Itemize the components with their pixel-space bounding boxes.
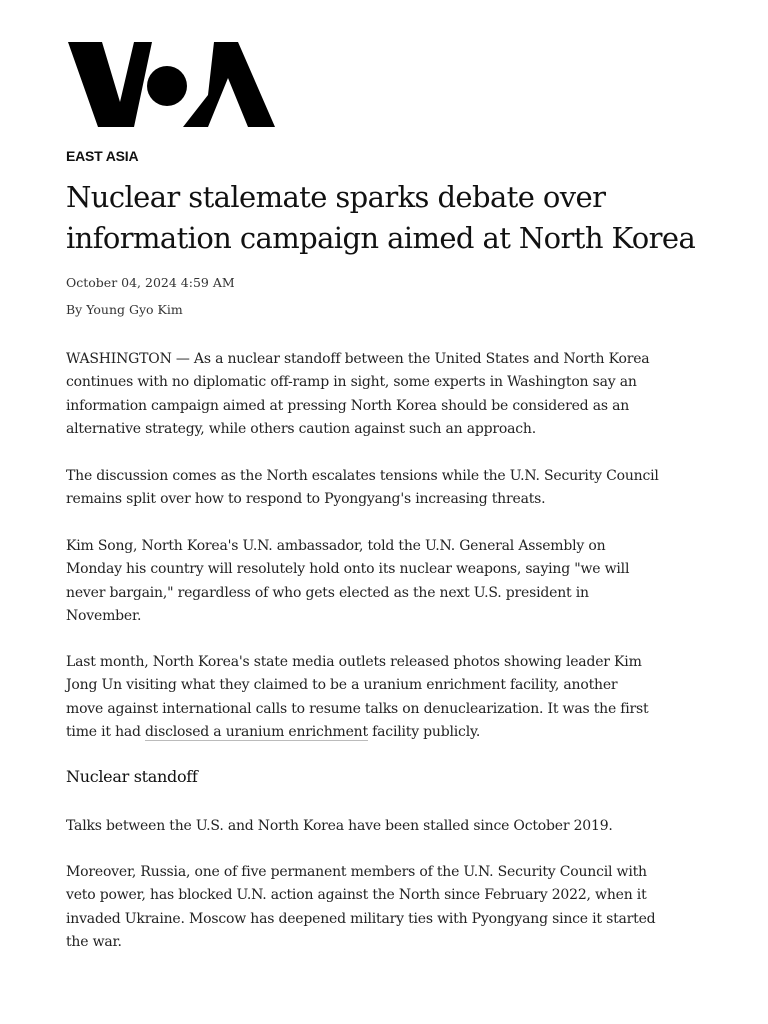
- text-line: Jong Un visiting what they claimed to be a uranium enrichment facility, another: [66, 677, 618, 694]
- text-line: The discussion comes as the North escalates tensions while the U.N. Security Council: [66, 468, 659, 484]
- text-line: move against international calls to resume talks on denuclearization. It was the first: [66, 700, 649, 717]
- text-segment: time it had: [66, 723, 146, 740]
- text-line: Talks between the U.S. and North Korea have been stalled since October 2019.: [66, 818, 613, 834]
- text-line: remains split over how to respond to Pyongyang's increasing threats.: [66, 491, 546, 508]
- logo-v: [68, 42, 152, 127]
- text-segment: facility publicly.: [367, 723, 481, 740]
- paragraph: [66, 348, 649, 441]
- article-title: [66, 177, 695, 259]
- logo-a: [183, 42, 275, 127]
- text-line: [66, 721, 648, 744]
- title-line: information campaign aimed at North Korea: [66, 221, 696, 255]
- text-line: Last month, North Korea's state media outlets released photos showing leader Kim: [66, 654, 642, 670]
- text-line: the war.: [66, 933, 122, 950]
- text-line: veto power, has blocked U.N. action against the North since February 2022, when it: [66, 887, 647, 904]
- text-line: Monday his country will resolutely hold onto its nuclear weapons, saying "we will: [66, 561, 630, 578]
- text-line: continues with no diplomatic off-ramp in sight, some experts in Washington say an: [66, 374, 637, 391]
- text-line: November.: [66, 607, 142, 624]
- text-line: Moreover, Russia, one of five permanent members of the U.N. Security Council with: [66, 864, 647, 880]
- byline[interactable]: By Young Gyo Kim: [66, 302, 183, 317]
- title-line: Nuclear stalemate sparks debate over: [66, 180, 606, 214]
- paragraph: [66, 815, 613, 838]
- publish-date: October 04, 2024 4:59 AM: [66, 275, 235, 290]
- logo-o-dot: [147, 66, 187, 106]
- article-link[interactable]: disclosed a uranium enrichment: [145, 723, 368, 740]
- text-line: WASHINGTON — As a nuclear standoff between the United States and North Korea: [66, 351, 650, 367]
- paragraph: [66, 465, 659, 512]
- paragraph: [66, 651, 648, 744]
- text-line: never bargain," regardless of who gets elected as the next U.S. president in: [66, 584, 589, 601]
- section-label[interactable]: EAST ASIA: [66, 148, 139, 164]
- text-line: Kim Song, North Korea's U.N. ambassador, told the U.N. General Assembly on: [66, 538, 606, 554]
- subheading: Nuclear standoff: [66, 767, 198, 786]
- text-line: information campaign aimed at pressing North Korea should be considered as an: [66, 397, 630, 414]
- paragraph: [66, 861, 655, 954]
- text-line: alternative strategy, while others caution against such an approach.: [66, 420, 536, 437]
- text-line: invaded Ukraine. Moscow has deepened military ties with Pyongyang since it started: [66, 910, 656, 927]
- voa-logo[interactable]: [68, 40, 278, 130]
- paragraph: [66, 535, 629, 628]
